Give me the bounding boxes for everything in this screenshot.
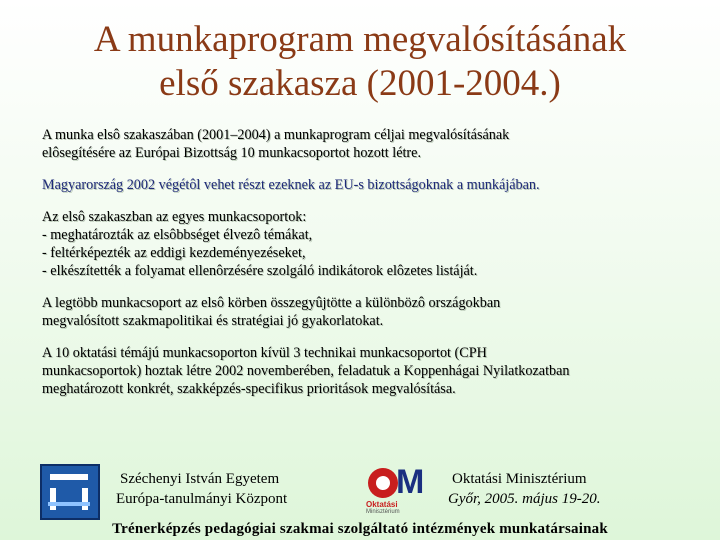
place-date: Győr, 2005. május 19-20. <box>448 491 601 507</box>
slide-title <box>0 18 720 106</box>
paragraph-intro <box>42 126 692 162</box>
om-logo-sublabel: Minisztérium <box>366 509 400 515</box>
om-logo-label: Oktatási <box>366 500 398 509</box>
paragraph-line: A munka elsô szakaszában (2001–2004) a munkaprogram céljai megvalósításának <box>42 127 510 143</box>
slide-title-line2: első szakasza (2001-2004.) <box>159 63 561 104</box>
paragraph-line: A legtöbb munkacsoport az elsô körben összegyûjtötte a különbözô országokban <box>42 295 501 311</box>
paragraph-first-phase-list <box>42 208 692 280</box>
ministry-logo <box>366 464 426 516</box>
paragraph-line: munkacsoportok) hoztak létre 2002 novemberében, feladatuk a Koppenhágai Nyilatkozatban <box>42 363 570 379</box>
paragraph-line: A 10 oktatási témájú munkacsoporton kívül 3 technikai munkacsoportot (CPH <box>42 345 487 361</box>
slide-body <box>42 126 692 412</box>
paragraph-line: elôsegítésére az Európai Bizottság 10 munkacsoportot hozott létre. <box>42 145 422 161</box>
paragraph-line: Magyarország 2002 végétôl vehet részt ezeknek az EU-s bizottságoknak a munkájában. <box>42 177 540 193</box>
university-logo <box>40 464 100 520</box>
om-logo-mark: M <box>396 463 425 501</box>
paragraph-line: Az elsô szakaszban az egyes munkacsoportok: <box>42 209 307 225</box>
slide-title-line1: A munkaprogram megvalósításának <box>93 19 627 60</box>
paragraph-line: meghatározott konkrét, szakképzés-specifikus prioritások megvalósítása. <box>42 381 456 397</box>
ministry-name: Oktatási Minisztérium <box>452 471 587 487</box>
list-item: - meghatározták az elsôbbséget élvezô témákat, <box>42 227 313 243</box>
footer-tagline: Trénerképzés pedagógiai szakmai szolgáltató intézmények munkatársainak <box>112 521 608 537</box>
university-name: Széchenyi István Egyetem <box>120 471 280 487</box>
list-item: - feltérképezték az eddigi kezdeményezéseket, <box>42 245 306 261</box>
paragraph-line: megvalósított szakmapolitikai és stratégiai jó gyakorlatokat. <box>42 313 384 329</box>
paragraph-hungary <box>42 176 692 194</box>
slide-footer <box>0 458 720 540</box>
om-logo-circle <box>368 468 398 498</box>
paragraph-good-practices <box>42 294 692 330</box>
university-subtitle: Európa-tanulmányi Központ <box>116 491 288 507</box>
list-item: - elkészítették a folyamat ellenôrzésére szolgáló indikátorok elôzetes listáját. <box>42 263 478 279</box>
paragraph-cph-groups <box>42 344 692 398</box>
